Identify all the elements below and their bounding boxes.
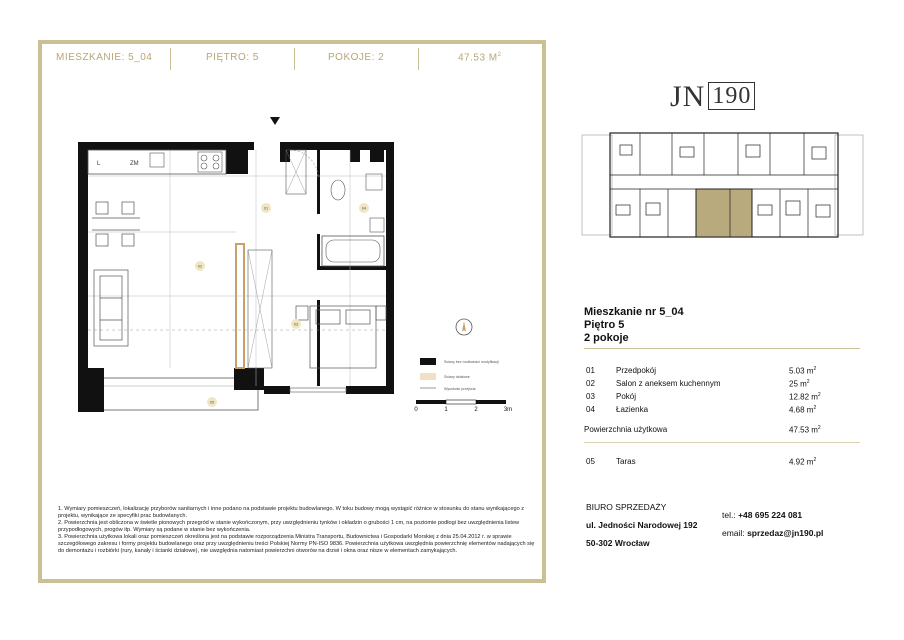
room-row: 03 Pokój 12.82 $m^2$	[586, 392, 821, 402]
interior-walls	[317, 150, 386, 386]
sofa-icon	[94, 270, 128, 346]
header-rooms: POKOJE: 2	[328, 52, 385, 63]
divider	[584, 442, 860, 443]
dining-table-icon	[92, 202, 140, 246]
header-floor: PIĘTRO: 5	[206, 52, 259, 63]
apartment-title: Mieszkanie nr 5_04	[584, 306, 684, 318]
sales-office-street: ul. Jedności Narodowej 192	[586, 520, 698, 530]
room-row: 02 Salon z aneksem kuchennym 25 $m^2$	[586, 379, 810, 389]
scale-tick: 3m	[503, 407, 513, 413]
partition-wall	[236, 244, 244, 368]
room-row: 04 Łazienka 4.68 $m^2$	[586, 405, 817, 415]
legend-item: Ściany bez możliwości modyfikacji	[444, 360, 499, 364]
room-tag-01: 01	[263, 205, 269, 211]
legend-item: Ściany działowe	[444, 375, 470, 379]
apartment-summary	[584, 306, 684, 345]
footnote: 1. Wymiary pomieszczeń, lokalizację przyborów sanitarnych i inne podano na podstawie projektu budowlanego. W toku budowy mogą wystąpić różnice w stosunku do stanu wynikającego z projektu, wynikające ze specyfiki prac budowlanych.	[58, 506, 525, 519]
footnote: 3. Powierzchnia użytkowa lokali oraz pomieszczeń określona jest na podstawie rozporządzenia Ministra Transportu, Budownictwa i Gospodarki Morskiej z dnia 25.04.2012 r. w sprawie szczegółowego zakresu i formy projektu budowlanego oraz przy uwzględnieniu treści Polskiej Normy PN-ISO 9836. Powierzchnia użytkowa uwzględnia powierzchnię elementów nadających się do demontażu i rozbiórki (rury, kanały i ścianki działowe), nie uwzględnia natomiast powierzchni otworów na drzwi i okna oraz nisze w elementach zamykających.	[58, 534, 535, 554]
entrance-arrow-icon	[270, 117, 280, 125]
dishwasher-label: ZM	[130, 161, 139, 167]
apartment-floor: Piętro 5	[584, 319, 625, 331]
phone-link[interactable]: +48 695 224 081	[738, 510, 803, 520]
building-site-plan	[580, 125, 865, 245]
legend-item: Wysokość przejścia	[444, 387, 476, 391]
header-divider	[294, 48, 295, 70]
scale-tick: 1	[444, 407, 448, 413]
highlighted-apartment	[696, 189, 752, 237]
usable-area-row: Powierzchnia użytkowa 47.53 $m^2$	[584, 425, 821, 435]
window	[290, 388, 346, 392]
room-tag-02: 02	[197, 263, 203, 269]
room-tag-05: 05	[209, 399, 215, 405]
toilet-icon	[331, 180, 345, 200]
kitchen-counter	[88, 150, 226, 174]
header-divider	[418, 48, 419, 70]
floor-plan	[70, 110, 530, 440]
room-tag-04: 04	[361, 205, 367, 211]
sales-office-label: BIURO SPRZEDAŻY	[586, 502, 667, 512]
washing-machine-icon	[370, 218, 384, 232]
scale-bar	[414, 400, 512, 413]
room-tag-03: 03	[293, 321, 299, 327]
footnotes	[58, 506, 538, 555]
bed-icon	[293, 306, 386, 368]
header-bar	[42, 44, 542, 72]
brand-logo: JN 190	[670, 80, 755, 114]
terrace-row: 05 Taras 4.92 $m^2$	[586, 457, 817, 467]
header-apartment: MIESZKANIE: 5_04	[56, 52, 153, 63]
cooktop-icon	[198, 152, 222, 172]
scale-tick: 2	[474, 407, 478, 413]
email-link[interactable]: sprzedaz@jn190.pl	[747, 528, 824, 538]
apartment-rooms: 2 pokoje	[584, 332, 629, 344]
divider	[584, 348, 860, 349]
sales-office	[586, 502, 697, 548]
bathroom-sink-icon	[366, 174, 382, 190]
scale-tick: 0	[414, 407, 418, 413]
contact-details: tel.: +48 695 224 081 email: sprzedaz@jn190.pl	[722, 510, 824, 538]
terrace-outline	[88, 378, 258, 410]
footnote: 2. Powierzchnia jest obliczona w świetle pionowych przegród w stanie wykończonym, przy uwzględnieniu tynków i okładzin o grubości 1 cm, na poziomie podłogi bez uwzględnienia listew przypodłogowych, progów itp. Wymiary są podane w stanie bez wykończenia.	[58, 520, 520, 533]
fridge-label: L	[97, 161, 101, 167]
sink-icon	[150, 153, 164, 167]
header-divider	[170, 48, 171, 70]
room-row: 01 Przedpokój 5.03 $m^2$	[586, 366, 817, 376]
sales-office-city: 50-302 Wrocław	[586, 538, 650, 548]
legend	[420, 358, 499, 391]
header-area: 47.53 $M^2$	[458, 52, 502, 64]
